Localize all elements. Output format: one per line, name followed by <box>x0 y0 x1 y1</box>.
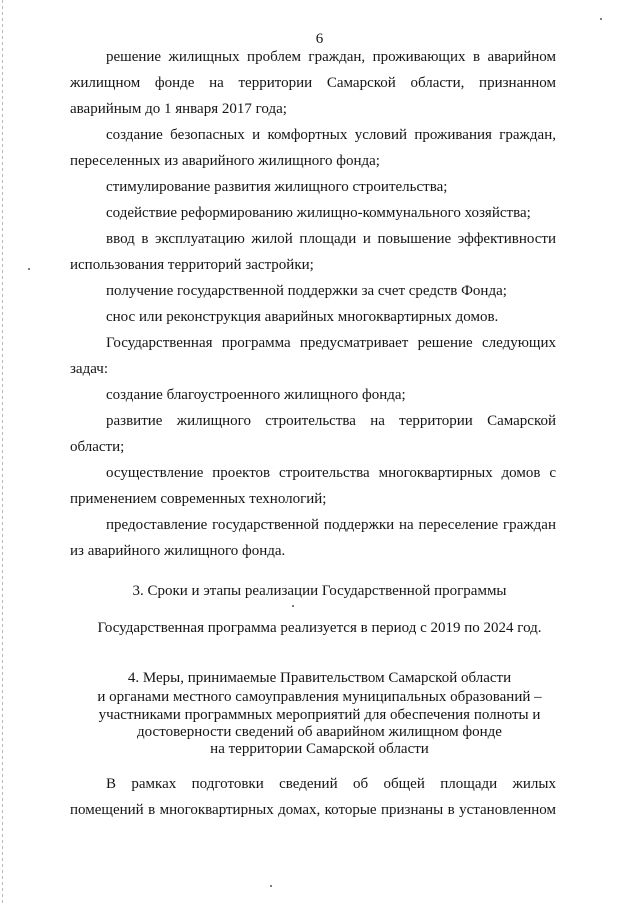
body-line: использования территорий застройки; <box>70 257 314 273</box>
body-line: применением современных технологий; <box>70 491 327 507</box>
body-line: из аварийного жилищного фонда. <box>70 543 286 559</box>
body-line: предоставление государственной поддержки на переселение граждан <box>106 517 556 533</box>
body-line: получение государственной поддержки за счет средств Фонда; <box>106 283 507 299</box>
section-4-heading-line: и органами местного самоуправления муниципальных образований – <box>97 689 542 705</box>
section-4-heading-line: на территории Самарской области <box>210 741 429 757</box>
body-line: Государственная программа предусматривает решение следующих <box>106 335 556 351</box>
body-line: стимулирование развития жилищного строительства; <box>106 179 448 195</box>
body-line: снос или реконструкция аварийных многоквартирных домов. <box>106 309 499 325</box>
body-line: создание безопасных и комфортных условий проживания граждан, <box>106 127 556 143</box>
body-line: задач: <box>70 361 108 377</box>
section-3-heading: 3. Сроки и этапы реализации Государственной программы <box>132 583 507 599</box>
section-4-heading-line: участниками программных мероприятий для обеспечения полноты и <box>98 707 541 723</box>
scan-speck <box>292 605 294 607</box>
body-line: переселенных из аварийного жилищного фонда; <box>70 153 380 169</box>
section-3-text: Государственная программа реализуется в период с 2019 по 2024 год. <box>97 620 542 636</box>
scan-edge-marks <box>2 0 3 905</box>
body-line: помещений в многоквартирных домах, которые признаны в установленном <box>70 802 556 818</box>
body-line: аварийным до 1 января 2017 года; <box>70 101 287 117</box>
body-line: осуществление проектов строительства многоквартирных домов с <box>106 465 556 481</box>
scan-speck <box>28 268 30 270</box>
body-line: содействие реформированию жилищно-коммунального хозяйства; <box>106 205 531 221</box>
body-line: развитие жилищного строительства на территории Самарской <box>106 413 556 429</box>
scan-speck <box>270 885 272 887</box>
page-number: 6 <box>315 31 324 47</box>
body-line: жилищном фонде на территории Самарской области, признанном <box>70 75 556 91</box>
body-line: области; <box>70 439 125 455</box>
section-4-heading-line: 4. Меры, принимаемые Правительством Самарской области <box>127 670 512 686</box>
scan-speck <box>600 18 602 20</box>
body-line: решение жилищных проблем граждан, проживающих в аварийном <box>106 49 556 65</box>
body-line: В рамках подготовки сведений об общей площади жилых <box>106 776 556 792</box>
body-line: ввод в эксплуатацию жилой площади и повышение эффективности <box>106 231 556 247</box>
body-line: создание благоустроенного жилищного фонда; <box>106 387 406 403</box>
section-4-heading-line: достоверности сведений об аварийном жилищном фонде <box>137 724 502 740</box>
